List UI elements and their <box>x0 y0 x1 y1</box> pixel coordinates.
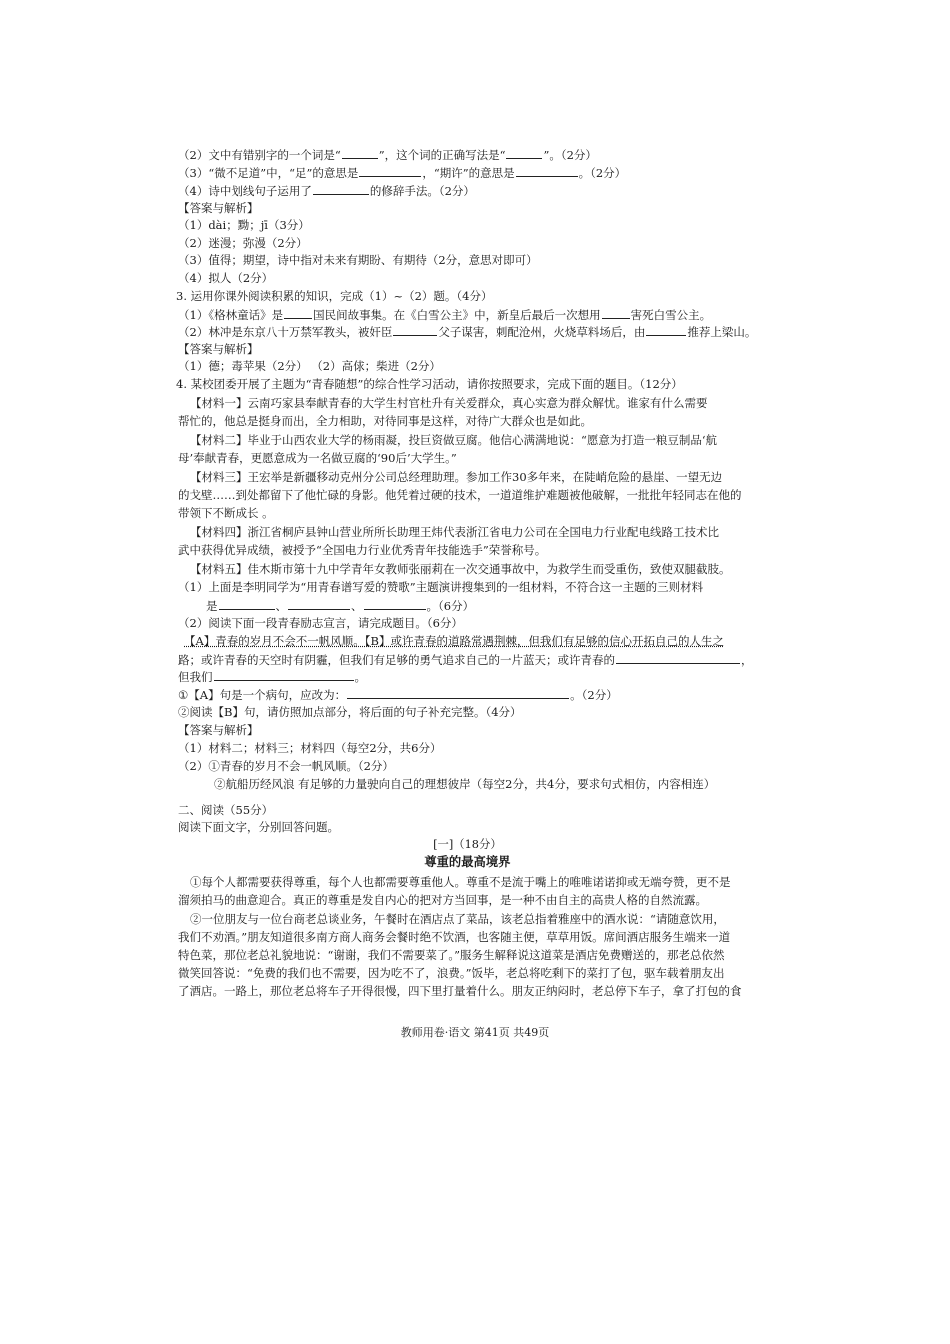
page-footer: 教师用卷·语文 第41页 共49页 <box>400 1026 550 1039</box>
answer-line: （4）拟人（2分） <box>178 271 274 285</box>
text: 但我们 <box>178 670 213 684</box>
material-5: 【材料五】佳木斯市第十九中学青年女教师张丽莉在一次交通事故中，为救学生而受重伤，致使双腿截肢。 <box>190 562 731 576</box>
answer-heading: 【答案与解析】 <box>178 723 259 737</box>
text: ①【A】句是一个病句，应改为： <box>178 688 347 702</box>
q2-sub2 <box>178 146 597 163</box>
q3-sub2 <box>178 323 756 340</box>
answer-line: （1）德；毒苹果（2分） （2）高俅；柴进（2分） <box>178 359 441 373</box>
answer-blank[interactable] <box>516 164 578 177</box>
answer-blank[interactable] <box>506 146 542 159</box>
text: （2）林冲是东京八十万禁军教头，被奸臣 <box>178 325 393 339</box>
answer-heading: 【答案与解析】 <box>178 342 259 356</box>
text: 。 <box>354 670 366 684</box>
paragraph-2-cont: 特色菜，那位老总礼貌地说：“谢谢，我们不需要菜了。”服务生解释说这道菜是酒店免费赠送的，那老总依然 <box>178 948 725 962</box>
answer-blank[interactable] <box>646 323 686 336</box>
text: 是 <box>206 599 218 613</box>
paragraph-2-cont: 了酒店。一路上，那位老总将车子开得很慢，四下里打量着什么。朋友正纳闷时，老总停下车子，拿了打包的食 <box>178 984 742 998</box>
q4-sub2: （2）阅读下面一段青春励志宣言，请完成题目。（6分） <box>178 616 463 630</box>
declaration-line-2 <box>178 651 753 668</box>
text: 路；或许青春的天空时有阴霾，但我们有足够的勇气追求自己的一片蓝天；或许青春的 <box>178 653 615 667</box>
answer-line: （1）dài；黝；jī（3分） <box>178 218 310 232</box>
text: 【A】青春的岁月不会不一帆风顺。【B】或许青春的道路常遇荆棘，但我们有足够的信心开拓自己的人生之 <box>184 634 725 648</box>
answer-line: （2）迷漫；弥漫（2分） <box>178 236 308 250</box>
q4-sub1-blanks <box>206 597 474 614</box>
text: （2）文中有错别字的一个词是“ <box>178 148 341 162</box>
q4-sub1: （1）上面是李明同学为“用青春谱写爱的赞歌”主题演讲搜集到的一组材料，不符合这一主题的三则材料 <box>178 580 704 594</box>
material-4: 【材料四】浙江省桐庐县钟山营业所所长助理王炜代表浙江省电力公司在全国电力行业配电线路工技术比 <box>190 525 719 539</box>
text: ， <box>741 653 753 667</box>
answer-line: （1）材料二；材料三；材料四（每空2分，共6分） <box>178 741 442 755</box>
paragraph-1-cont: 溜须拍马的曲意迎合。真正的尊重是发自内心的把对方当回事，是一种不由自主的高贵人格的自然流露。 <box>178 893 707 907</box>
material-3-cont: 的戈壁……到处都留下了他忙碌的身影。他凭着过硬的技术，一道道维护难题被他破解，一批批年轻同志在他的 <box>178 488 742 502</box>
section-intro: 阅读下面文字，分别回答问题。 <box>178 820 339 834</box>
paragraph-2: ②一位朋友与一位台商老总谈业务，午餐时在酒店点了菜品，该老总指着雅座中的酒水说：“请随意饮用， <box>190 912 725 926</box>
text: 国民间故事集。在《白雪公主》中，新皇后最后一次想用 <box>313 308 601 322</box>
paragraph-1: ①每个人都需要获得尊重，每个人也都需要尊重他人。尊重不是流于嘴上的唯唯诺诺抑或无端夸赞，更不是 <box>190 875 731 889</box>
paragraph-2-cont: 微笑回答说：“免费的我们也不需要，因为吃不了，浪费。”饭毕，老总将吃剩下的菜打了包，驱车载着朋友出 <box>178 966 725 980</box>
text: 害死白雪公主。 <box>630 308 712 322</box>
text: （1）《格林童话》是 <box>178 308 284 322</box>
text: （3）“微不足道”中，“足”的意思是 <box>178 166 359 180</box>
text: 。（2分） <box>570 688 618 702</box>
answer-blank[interactable] <box>219 597 275 610</box>
answer-blank[interactable] <box>393 323 437 336</box>
material-2-cont: 母’奉献青春，更愿意成为一名做豆腐的‘90后’大学生。” <box>178 451 457 465</box>
section-heading: 二、阅读（55分） <box>178 803 274 817</box>
material-3-cont: 带领下不断成长 。 <box>178 506 274 520</box>
answer-blank[interactable] <box>313 182 369 195</box>
answer-line: （3）值得；期望，诗中指对未来有期盼、有期待（2分，意思对即可） <box>178 253 538 267</box>
q3-stem: 3. 运用你课外阅读积累的知识，完成（1）~（2）题。（4分） <box>176 289 493 303</box>
text: 。（2分） <box>578 166 627 180</box>
declaration-line-1 <box>184 633 724 649</box>
part-label: [一]（18分） <box>433 837 502 851</box>
text: 、 <box>275 599 287 613</box>
q2-sub3 <box>178 164 626 181</box>
q2-sub4 <box>178 182 475 199</box>
material-4-cont: 武中获得优异成绩，被授予“全国电力行业优秀青年技能选手”荣誉称号。 <box>178 543 547 557</box>
text: 推荐上梁山。 <box>687 325 757 339</box>
answer-line: （2）①青春的岁月不会一帆风顺。（2分） <box>178 759 394 773</box>
text: ，“期许”的意思是 <box>422 166 515 180</box>
answer-blank[interactable] <box>616 651 740 664</box>
text: ”。（2分） <box>543 148 597 162</box>
q4-stem: 4. 某校团委开展了主题为“青春随想”的综合性学习活动，请你按照要求，完成下面的题目。（12分） <box>176 377 683 391</box>
answer-blank[interactable] <box>359 164 421 177</box>
material-1-cont: 帮忙的，他总是挺身而出，全力相助，对待同事是这样，对待广大群众也是如此。 <box>178 414 592 428</box>
material-1: 【材料一】云南巧家县奉献青春的大学生村官杜升有关爱群众，真心实意为群众解忧。谁家有什么需要 <box>190 396 708 410</box>
answer-heading: 【答案与解析】 <box>178 201 259 215</box>
q4-c2: ②阅读【B】句，请仿照加点部分，将后面的句子补充完整。（4分） <box>178 705 522 719</box>
answer-blank[interactable] <box>342 146 378 159</box>
answer-blank[interactable] <box>602 306 630 319</box>
article-title: 尊重的最高境界 <box>424 854 511 869</box>
answer-blank[interactable] <box>288 597 350 610</box>
text: 。（6分） <box>426 599 475 613</box>
answer-line: ②航船历经风浪 有足够的力量驶向自己的理想彼岸（每空2分，共4分，要求句式相仿，内容相连） <box>214 777 716 791</box>
text: 父子谋害，刺配沧州，火烧草料场后，由 <box>438 325 646 339</box>
text: ”，这个词的正确写法是“ <box>378 148 506 162</box>
text: 、 <box>351 599 363 613</box>
answer-blank[interactable] <box>364 597 426 610</box>
paragraph-2-cont: 我们不劝酒。”朋友知道很多南方商人商务会餐时绝不饮酒，也客随主便，草草用饭。席间酒店服务生端来一道 <box>178 930 731 944</box>
q3-sub1 <box>178 306 711 323</box>
material-2: 【材料二】毕业于山西农业大学的杨雨凝，投巨资做豆腐。他信心满满地说：“愿意为打造一粮豆制品‘航 <box>190 433 718 447</box>
answer-blank[interactable] <box>214 668 354 681</box>
answer-blank[interactable] <box>347 686 569 699</box>
answer-blank[interactable] <box>284 306 312 319</box>
text: 的修辞手法。（2分） <box>369 184 475 198</box>
q4-c1 <box>178 686 618 703</box>
material-3: 【材料三】王宏举是新疆移动克州分公司总经理助理。参加工作30多年来，在陡峭危险的悬崖、一望无边 <box>190 470 723 484</box>
text: （4）诗中划线句子运用了 <box>178 184 312 198</box>
declaration-line-3 <box>178 668 366 685</box>
